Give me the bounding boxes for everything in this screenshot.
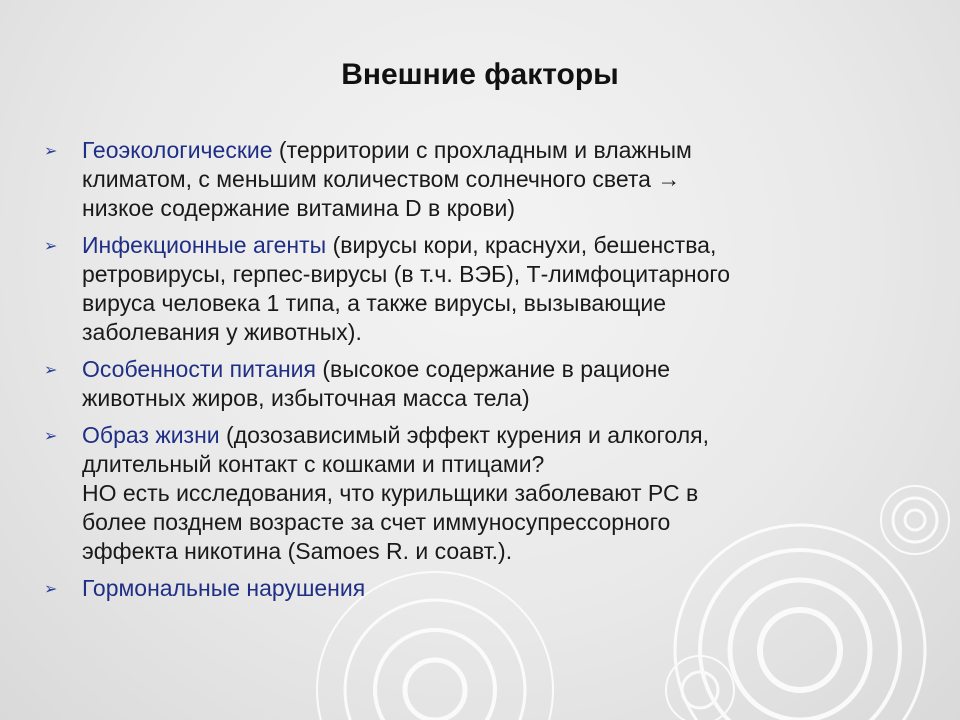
- chevron-right-icon: ➢: [44, 426, 58, 445]
- chevron-right-icon: ➢: [44, 236, 58, 255]
- bullet-keyword: Геоэкологические: [82, 137, 273, 163]
- bullet-text-line: (территории с прохладным и влажным: [272, 137, 692, 163]
- bullet-text-line: низкое содержание витамина D в крови): [82, 195, 516, 221]
- bullet-item-infection: [44, 231, 924, 347]
- slide-title: Внешние факторы: [341, 58, 619, 91]
- bullet-text-line: (высокое содержание в рационе: [316, 356, 671, 382]
- bullet-text-line: климатом, с меньшим количеством солнечного света →: [82, 166, 681, 192]
- bullet-text-line: заболевания у животных).: [82, 319, 362, 345]
- bullet-text-line: (дозозависимый эффект курения и алкоголя,: [219, 422, 709, 448]
- bullet-item-hormonal: [44, 574, 924, 603]
- bullet-keyword: Гормональные нарушения: [82, 575, 366, 601]
- bullet-text-line: вируса человека 1 типа, а также вирусы, вызывающие: [82, 290, 667, 316]
- bullet-list: [44, 136, 924, 611]
- bullet-text-line: (вирусы кори, краснухи, бешенства,: [326, 232, 717, 258]
- bullet-text-line: ретровирусы, герпес-вирусы (в т.ч. ВЭБ), Т-лимфоцитарного: [82, 261, 731, 287]
- bullet-keyword: Инфекционные агенты: [82, 232, 327, 258]
- bullet-item-nutrition: [44, 355, 924, 413]
- bullet-text-line: эффекта никотина (Samoes R. и соавт.).: [82, 538, 513, 564]
- bullet-text-line: НО есть исследования, что курильщики заболевают РС в: [82, 480, 699, 506]
- bullet-text-line: более позднем возрасте за счет иммуносупрессорного: [82, 509, 671, 535]
- bullet-text-line: длительный контакт с кошками и птицами?: [82, 451, 545, 477]
- chevron-right-icon: ➢: [44, 141, 58, 160]
- bullet-item-geo: [44, 136, 924, 223]
- chevron-right-icon: ➢: [44, 360, 58, 379]
- chevron-right-icon: ➢: [44, 579, 58, 598]
- bullet-item-lifestyle: [44, 421, 924, 566]
- bullet-text-line: животных жиров, избыточная масса тела): [82, 385, 530, 411]
- bullet-keyword: Образ жизни: [82, 422, 220, 448]
- bullet-keyword: Особенности питания: [82, 356, 316, 382]
